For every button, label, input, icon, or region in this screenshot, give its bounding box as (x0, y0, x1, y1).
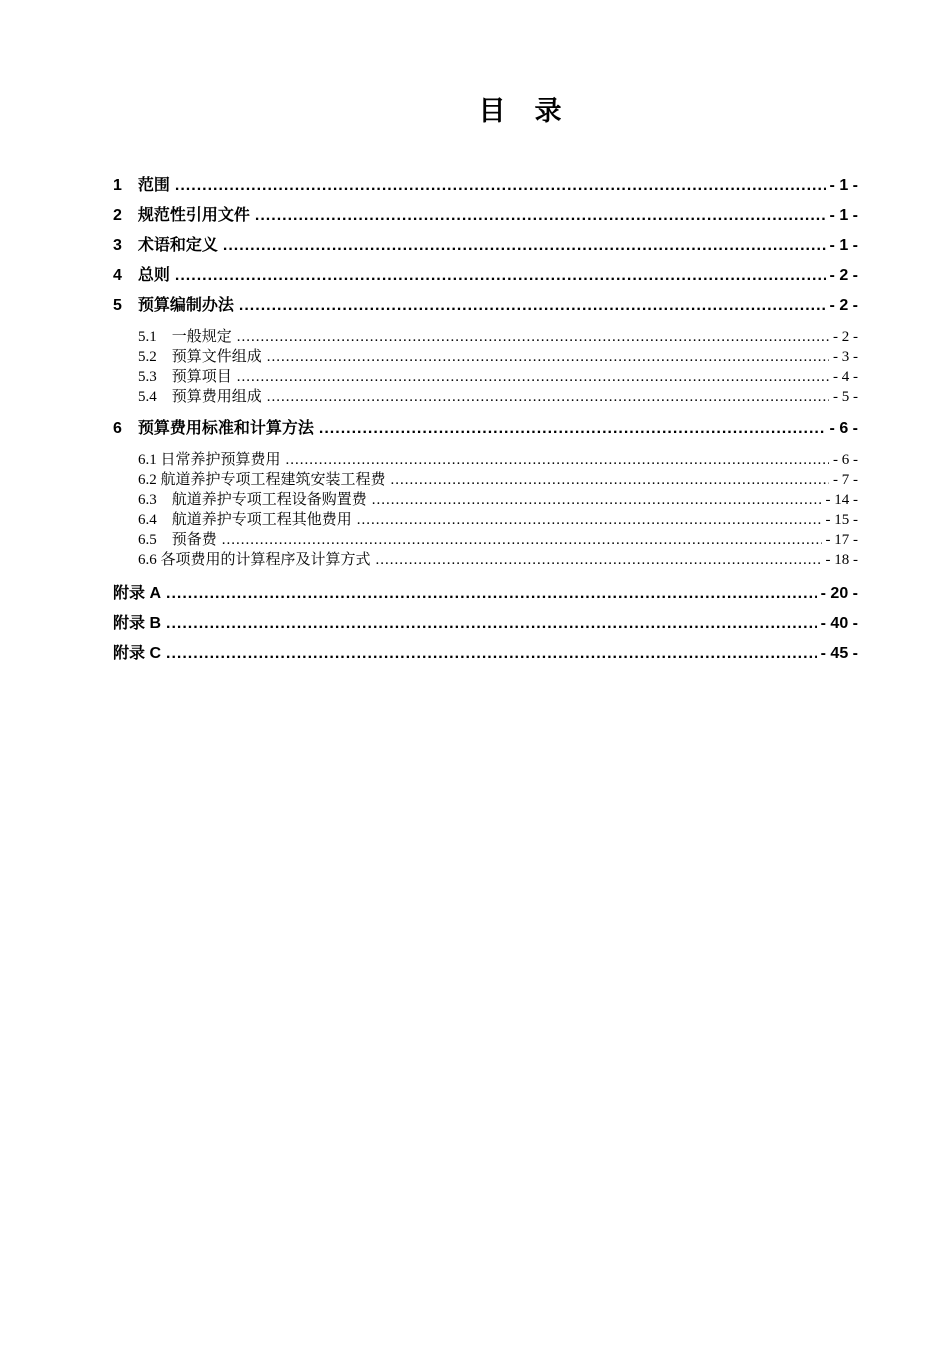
toc-entry[interactable] (113, 645, 858, 663)
toc-entry[interactable] (113, 510, 858, 530)
toc-entry[interactable] (113, 297, 858, 315)
toc-entry-text: 5.1 一般规定 (138, 329, 232, 345)
toc-entry-text: 2 规范性引用文件 (113, 207, 250, 224)
toc-entry-page: - 2 - (833, 329, 858, 345)
dot-leader (376, 550, 822, 570)
toc-entry-page: - 1 - (829, 237, 858, 254)
toc-entry[interactable] (113, 585, 858, 603)
toc-title: 目 录 (478, 96, 563, 127)
toc-entry-page: - 6 - (829, 420, 858, 437)
toc-entry[interactable] (113, 237, 858, 255)
dot-leader (237, 327, 829, 347)
toc-entry[interactable] (113, 327, 858, 347)
toc-entry-page: - 6 - (833, 452, 858, 468)
toc-entry-page: - 40 - (820, 615, 858, 632)
toc-entry-page: - 1 - (829, 207, 858, 224)
toc-entry-text: 5.2 预算文件组成 (138, 349, 262, 365)
toc-entry-text: 5.4 预算费用组成 (138, 389, 262, 405)
dot-leader (267, 347, 829, 367)
toc-entry-page: - 45 - (820, 645, 858, 662)
dot-leader (237, 367, 829, 387)
toc-entry[interactable] (113, 387, 858, 407)
toc-entry-page: - 3 - (833, 349, 858, 365)
dot-leader (175, 267, 826, 285)
toc-entry-page: - 17 - (825, 532, 858, 548)
dot-leader (372, 490, 822, 510)
toc-entry[interactable] (113, 177, 858, 195)
toc-entry-text: 4 总则 (113, 267, 170, 284)
toc-list (113, 177, 858, 663)
dot-leader (391, 470, 829, 490)
toc-entry-text: 6.5 预备费 (138, 532, 217, 548)
dot-leader (286, 450, 829, 470)
toc-entry[interactable] (113, 450, 858, 470)
toc-entry-page: - 15 - (825, 512, 858, 528)
toc-entry-text: 附录 A (113, 585, 162, 602)
toc-entry-page: - 18 - (825, 552, 858, 568)
toc-entry-text: 5.3 预算项目 (138, 369, 232, 385)
dot-leader (166, 645, 817, 663)
toc-entry-text: 6.2 航道养护专项工程建筑安装工程费 (138, 472, 386, 488)
toc-entry-text: 6.1 日常养护预算费用 (138, 452, 281, 468)
dot-leader (175, 177, 826, 195)
dot-leader (166, 615, 817, 633)
dot-leader (222, 530, 822, 550)
toc-entry-text: 附录 B (113, 615, 162, 632)
toc-entry-page: - 14 - (825, 492, 858, 508)
toc-entry-page: - 7 - (833, 472, 858, 488)
toc-entry-text: 6.3 航道养护专项工程设备购置费 (138, 492, 367, 508)
toc-entry[interactable] (113, 420, 858, 438)
document-page (0, 0, 950, 663)
toc-entry[interactable] (113, 530, 858, 550)
toc-entry-text: 6.6 各项费用的计算程序及计算方式 (138, 552, 371, 568)
toc-entry[interactable] (113, 615, 858, 633)
toc-entry[interactable] (113, 267, 858, 285)
toc-entry-text: 5 预算编制办法 (113, 297, 234, 314)
toc-entry[interactable] (113, 207, 858, 225)
toc-entry-page: - 1 - (829, 177, 858, 194)
toc-entry[interactable] (113, 347, 858, 367)
toc-entry-text: 附录 C (113, 645, 162, 662)
toc-entry-page: - 5 - (833, 389, 858, 405)
toc-entry-text: 6.4 航道养护专项工程其他费用 (138, 512, 352, 528)
toc-entry[interactable] (113, 367, 858, 387)
toc-entry-page: - 20 - (820, 585, 858, 602)
toc-entry-text: 6 预算费用标准和计算方法 (113, 420, 314, 437)
dot-leader (319, 420, 826, 438)
toc-entry-text: 3 术语和定义 (113, 237, 218, 254)
toc-entry-page: - 4 - (833, 369, 858, 385)
toc-entry-page: - 2 - (829, 267, 858, 284)
dot-leader (357, 510, 822, 530)
dot-leader (239, 297, 826, 315)
dot-leader (255, 207, 826, 225)
toc-entry-page: - 2 - (829, 297, 858, 314)
toc-entry-text: 1 范围 (113, 177, 170, 194)
dot-leader (166, 585, 817, 603)
toc-entry[interactable] (113, 470, 858, 490)
toc-entry[interactable] (113, 490, 858, 510)
dot-leader (267, 387, 829, 407)
dot-leader (223, 237, 826, 255)
toc-entry[interactable] (113, 550, 858, 570)
